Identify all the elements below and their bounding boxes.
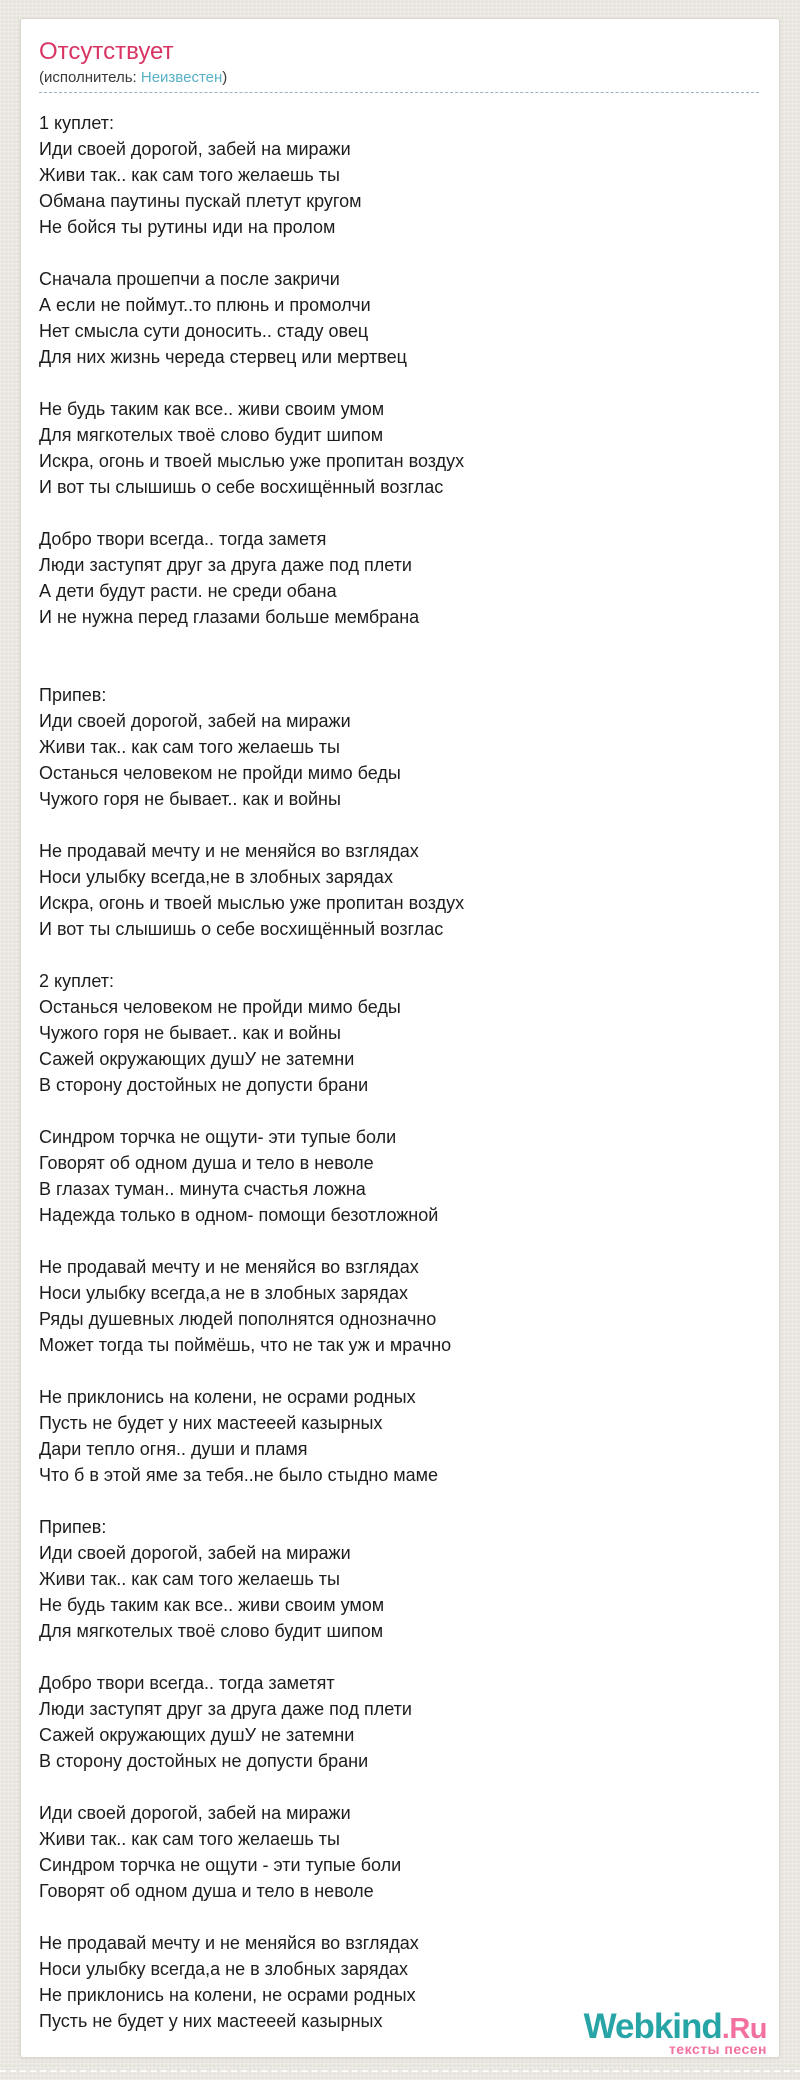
lyrics-line: Дари тепло огня.. души и пламя: [39, 1439, 308, 1459]
lyrics-line: Припев:: [39, 1517, 107, 1537]
lyrics-line: Нет смысла сути доносить.. стаду овец: [39, 321, 369, 341]
lyrics-line: И вот ты слышишь о себе восхищённый возглас: [39, 477, 444, 497]
lyrics-line: Что б в этой яме за тебя..не было стыдно маме: [39, 1465, 439, 1485]
lyrics-line: Люди заступят друг за друга даже под плети: [39, 1699, 412, 1719]
stanza: [39, 838, 759, 942]
lyrics-line: Не приклонись на колени, не осрами родных: [39, 1985, 416, 2005]
lyrics-line: Носи улыбку всегда,а не в злобных зарядах: [39, 1959, 408, 1979]
lyrics-line: Не будь таким как все.. живи своим умом: [39, 1595, 385, 1615]
lyrics-card: [20, 18, 780, 2058]
lyrics-line: Искра, огонь и твоей мыслью уже пропитан воздух: [39, 451, 465, 471]
lyrics-line: Останься человеком не пройди мимо беды: [39, 997, 401, 1017]
lyrics-line: Не продавай мечту и не меняйся во взглядах: [39, 1257, 419, 1277]
lyrics-line: Иди своей дорогой, забей на миражи: [39, 1803, 351, 1823]
lyrics-line: Сажей окружающих душУ не затемни: [39, 1725, 355, 1745]
artist-line: [39, 68, 759, 88]
lyrics-line: В глазах туман.. минута счастья ложна: [39, 1179, 366, 1199]
lyrics-line: Надежда только в одном- помощи безотложной: [39, 1205, 439, 1225]
lyrics-line: Сначала прошепчи а после закричи: [39, 269, 340, 289]
lyrics-line: Живи так.. как сам того желаешь ты: [39, 165, 340, 185]
lyrics-line: Может тогда ты поймёшь, что не так уж и мрачно: [39, 1335, 452, 1355]
lyrics-line: Для мягкотелых твоё слово будит шипом: [39, 425, 384, 445]
lyrics-line: В сторону достойных не допусти брани: [39, 1751, 369, 1771]
lyrics-line: А дети будут расти. не среди обана: [39, 581, 337, 601]
lyrics-line: Для них жизнь череда стервец или мертвец: [39, 347, 407, 367]
stanza: [39, 1514, 759, 1644]
stanza: [39, 1254, 759, 1358]
lyrics-line: Чужого горя не бывает.. как и войны: [39, 789, 341, 809]
lyrics-line: Живи так.. как сам того желаешь ты: [39, 737, 340, 757]
lyrics-line: Пусть не будет у них мастееей казырных: [39, 1413, 383, 1433]
lyrics-line: Сажей окружающих душУ не затемни: [39, 1049, 355, 1069]
lyrics-line: Иди своей дорогой, забей на миражи: [39, 711, 351, 731]
lyrics-line: Не будь таким как все.. живи своим умом: [39, 399, 385, 419]
lyrics-line: В сторону достойных не допусти брани: [39, 1075, 369, 1095]
stanza: [39, 266, 759, 370]
lyrics-line: Обмана паутины пускай плетут кругом: [39, 191, 362, 211]
lyrics: [39, 110, 759, 2034]
artist-label-suffix: ): [222, 69, 228, 86]
stanza: [39, 1124, 759, 1228]
lyrics-line: Иди своей дорогой, забей на миражи: [39, 139, 351, 159]
site-logo-link[interactable]: [584, 2009, 767, 2056]
logo-brand-text: Webkind: [583, 2007, 722, 2046]
lyrics-line: Чужого горя не бывает.. как и войны: [39, 1023, 341, 1043]
lyrics-line: А если не поймут..то плюнь и промолчи: [39, 295, 371, 315]
lyrics-line: Живи так.. как сам того желаешь ты: [39, 1829, 340, 1849]
stanza: [39, 968, 759, 1098]
song-title: Отсутствует: [39, 38, 174, 65]
stanza: [39, 110, 759, 240]
lyrics-line: Припев:: [39, 685, 107, 705]
lyrics-line: Говорят об одном душа и тело в неволе: [39, 1881, 374, 1901]
lyrics-line: 2 куплет:: [39, 971, 114, 991]
stanza: [39, 396, 759, 500]
lyrics-line: Добро твори всегда.. тогда заметят: [39, 1673, 335, 1693]
logo-suffix-text: .Ru: [721, 2013, 767, 2045]
stanza: [39, 1670, 759, 1774]
artist-link[interactable]: Неизвестен: [140, 69, 223, 86]
lyrics-line: Синдром торчка не ощути - эти тупые боли: [39, 1855, 402, 1875]
lyrics-line: Не приклонись на колени, не осрами родных: [39, 1387, 416, 1407]
lyrics-line: И вот ты слышишь о себе восхищённый возглас: [39, 919, 444, 939]
lyrics-line: Иди своей дорогой, забей на миражи: [39, 1543, 351, 1563]
lyrics-line: 1 куплет:: [39, 113, 114, 133]
logo-tagline-text: тексты песен: [668, 2041, 767, 2057]
lyrics-line: Ряды душевных людей пополнятся однозначно: [39, 1309, 437, 1329]
artist-label-prefix: (исполнитель:: [39, 69, 141, 86]
lyrics-line: Пусть не будет у них мастееей казырных: [39, 2011, 383, 2031]
lyrics-line: Не бойся ты рутины иди на пролом: [39, 217, 336, 237]
lyrics-line: Носи улыбку всегда,не в злобных зарядах: [39, 867, 393, 887]
lyrics-line: Говорят об одном душа и тело в неволе: [39, 1153, 374, 1173]
lyrics-line: Для мягкотелых твоё слово будит шипом: [39, 1621, 384, 1641]
lyrics-line: Живи так.. как сам того желаешь ты: [39, 1569, 340, 1589]
lyrics-line: Синдром торчка не ощути- эти тупые боли: [39, 1127, 397, 1147]
background-dashed-line: [0, 2070, 800, 2072]
lyrics-line: Не продавай мечту и не меняйся во взглядах: [39, 841, 419, 861]
stanza: [39, 682, 759, 812]
song-header: [39, 37, 759, 93]
lyrics-line: Носи улыбку всегда,а не в злобных зарядах: [39, 1283, 408, 1303]
lyrics-line: Останься человеком не пройди мимо беды: [39, 763, 401, 783]
stanza: [39, 1800, 759, 1904]
stanza: [39, 1384, 759, 1488]
lyrics-line: Не продавай мечту и не меняйся во взглядах: [39, 1933, 419, 1953]
stanza: [39, 526, 759, 630]
lyrics-line: И не нужна перед глазами больше мембрана: [39, 607, 420, 627]
lyrics-line: Искра, огонь и твоей мыслью уже пропитан воздух: [39, 893, 465, 913]
lyrics-line: Добро твори всегда.. тогда заметя: [39, 529, 327, 549]
lyrics-line: Люди заступят друг за друга даже под плети: [39, 555, 412, 575]
